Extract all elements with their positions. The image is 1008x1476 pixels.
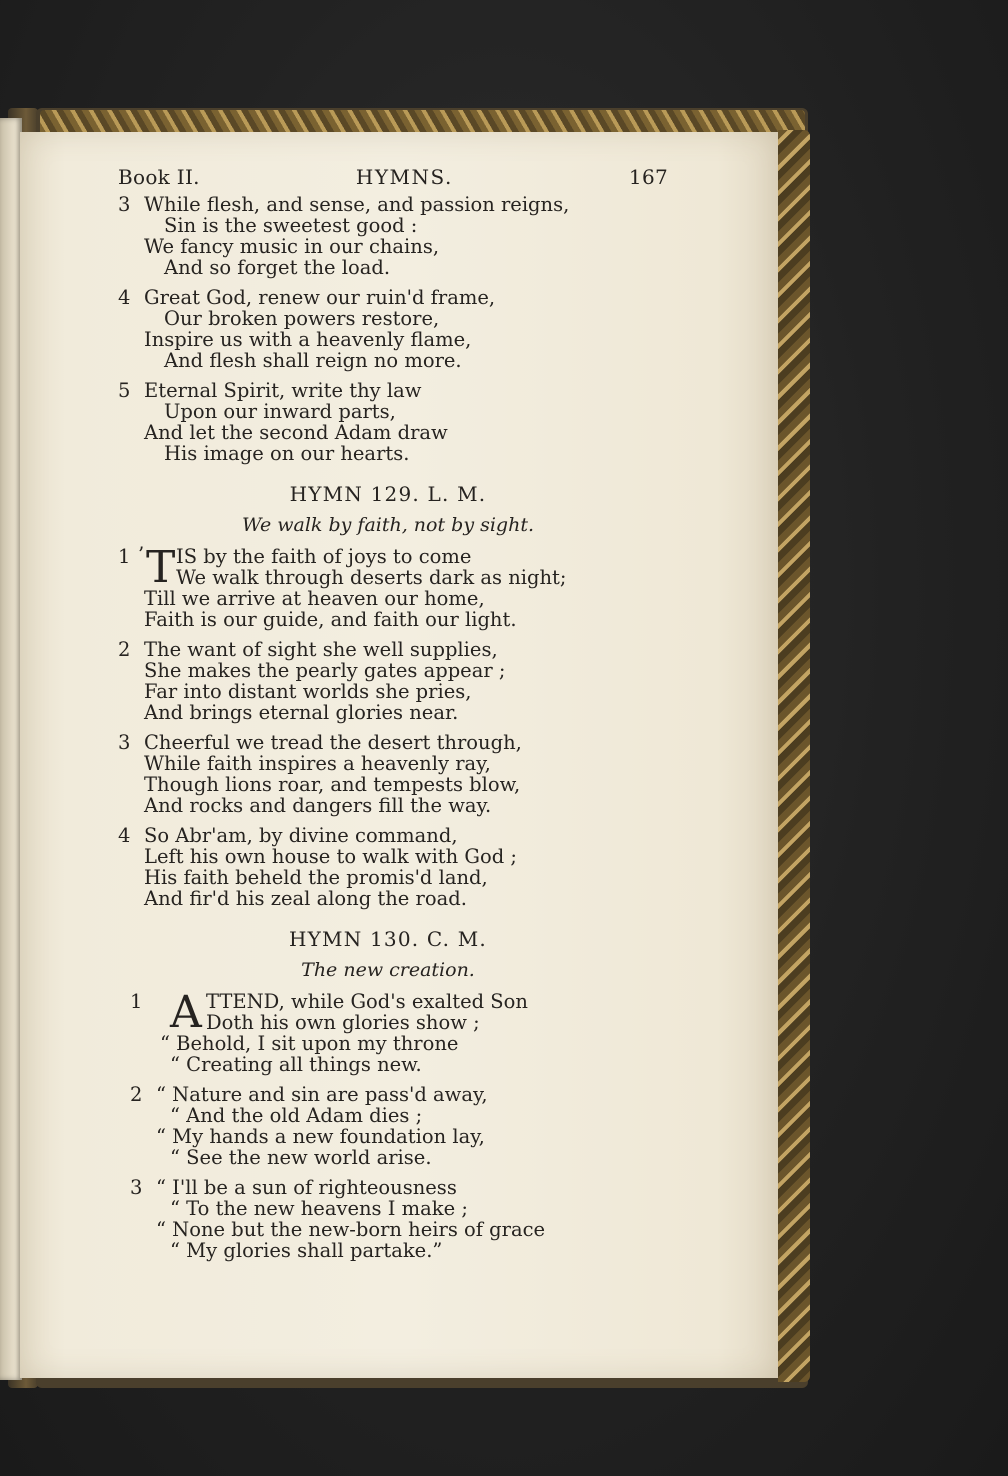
verse-line: 2 “ Nature and sin are pass'd away,: [130, 1083, 488, 1106]
page-text: [118, 165, 668, 1270]
verse-line: And let the second Adam draw: [144, 421, 448, 444]
stanza: [118, 194, 658, 278]
verse-line: 3 “ I'll be a sun of righteousness: [130, 1176, 457, 1199]
running-header: [118, 165, 668, 189]
verse-line: Faith is our guide, and faith our light.: [144, 608, 517, 631]
gilt-right-border: [778, 130, 810, 1382]
opening-apostrophe: ’: [138, 543, 145, 566]
verse-line: “ To the new heavens I make ;: [170, 1197, 468, 1220]
stanza-number: 3: [118, 193, 131, 216]
verse-line: 5 Eternal Spirit, write thy law: [118, 379, 422, 402]
verse-line: And brings eternal glories near.: [144, 701, 459, 724]
stanza-number: 1: [130, 990, 143, 1013]
verse-line: Till we arrive at heaven our home,: [144, 587, 485, 610]
stanza-number: 4: [118, 286, 131, 309]
stanza: [118, 639, 658, 723]
verse-line: Upon our inward parts,: [164, 400, 396, 423]
hymn-129-title: HYMN 129. L. M.: [289, 482, 487, 506]
facing-page-edge: [0, 118, 22, 1380]
stanza: [118, 1177, 658, 1261]
verse-line: Left his own house to walk with God ;: [144, 845, 517, 868]
stanza-number: 2: [118, 638, 131, 661]
verse-line: IS by the faith of joys to come: [176, 545, 472, 568]
verse-line: And fir'd his zeal along the road.: [144, 887, 467, 910]
stanza-number: 3: [118, 731, 131, 754]
verse-line: Sin is the sweetest good :: [164, 214, 418, 237]
verse-line: Our broken powers restore,: [164, 307, 440, 330]
stanza: [118, 825, 658, 909]
verse-line: 4 So Abr'am, by divine command,: [118, 824, 458, 847]
verse-line: His image on our hearts.: [164, 442, 410, 465]
verse-line: “ See the new world arise.: [170, 1146, 432, 1169]
stanza-number: 2: [130, 1083, 143, 1106]
verse-line: While faith inspires a heavenly ray,: [144, 752, 491, 775]
verse-line: “ Behold, I sit upon my throne: [160, 1032, 459, 1055]
verse-line: And flesh shall reign no more.: [164, 349, 462, 372]
drop-cap: A: [170, 987, 202, 1038]
header-book: Book II.: [118, 165, 200, 189]
verse-line: She makes the pearly gates appear ;: [144, 659, 506, 682]
verse-line: 3 Cheerful we tread the desert through,: [118, 731, 522, 754]
verse-line: “ Creating all things new.: [170, 1053, 422, 1076]
gilt-top-border: [40, 110, 805, 134]
page-number: 167: [628, 165, 668, 189]
stanza: [118, 1084, 658, 1168]
stanza: [118, 380, 658, 464]
hymn-130-subtitle: The new creation.: [301, 959, 475, 981]
stanza: [118, 542, 658, 631]
verse-line: 3 While flesh, and sense, and passion reigns,: [118, 193, 570, 216]
stanza: [118, 287, 658, 371]
header-title: HYMNS.: [355, 165, 453, 189]
verse-line: 2 The want of sight she well supplies,: [118, 638, 498, 661]
stanza-number: 3: [130, 1176, 143, 1199]
verse-line: And rocks and dangers fill the way.: [144, 794, 492, 817]
verse-line: 4 Great God, renew our ruin'd frame,: [118, 286, 496, 309]
stanza-number: 1: [118, 545, 131, 568]
verse-line: His faith beheld the promis'd land,: [144, 866, 488, 889]
hymn-130-title: HYMN 130. C. M.: [288, 927, 487, 951]
verse-line: “ None but the new-born heirs of grace: [156, 1218, 546, 1241]
verse-line: “ And the old Adam dies ;: [170, 1104, 423, 1127]
verse-line: “ My glories shall partake.”: [170, 1239, 443, 1262]
verse-line: Though lions roar, and tempests blow,: [144, 773, 521, 796]
verse-line: Inspire us with a heavenly flame,: [144, 328, 472, 351]
verse-line: And so forget the load.: [164, 256, 391, 279]
drop-cap: T: [146, 542, 176, 593]
stanza-number: 4: [118, 824, 131, 847]
verse-line: We walk through deserts dark as night;: [176, 566, 567, 589]
book-page: [20, 132, 778, 1378]
hymn-129-subtitle: We walk by faith, not by sight.: [242, 514, 534, 536]
verse-line: We fancy music in our chains,: [144, 235, 440, 258]
verse-line: Doth his own glories show ;: [206, 1011, 480, 1034]
stanza-number: 5: [118, 379, 131, 402]
verse-line: “ My hands a new foundation lay,: [156, 1125, 485, 1148]
verse-line: TTEND, while God's exalted Son: [206, 990, 528, 1013]
verse-line: Far into distant worlds she pries,: [144, 680, 472, 703]
stanza: [118, 987, 658, 1076]
stanza: [118, 732, 658, 816]
